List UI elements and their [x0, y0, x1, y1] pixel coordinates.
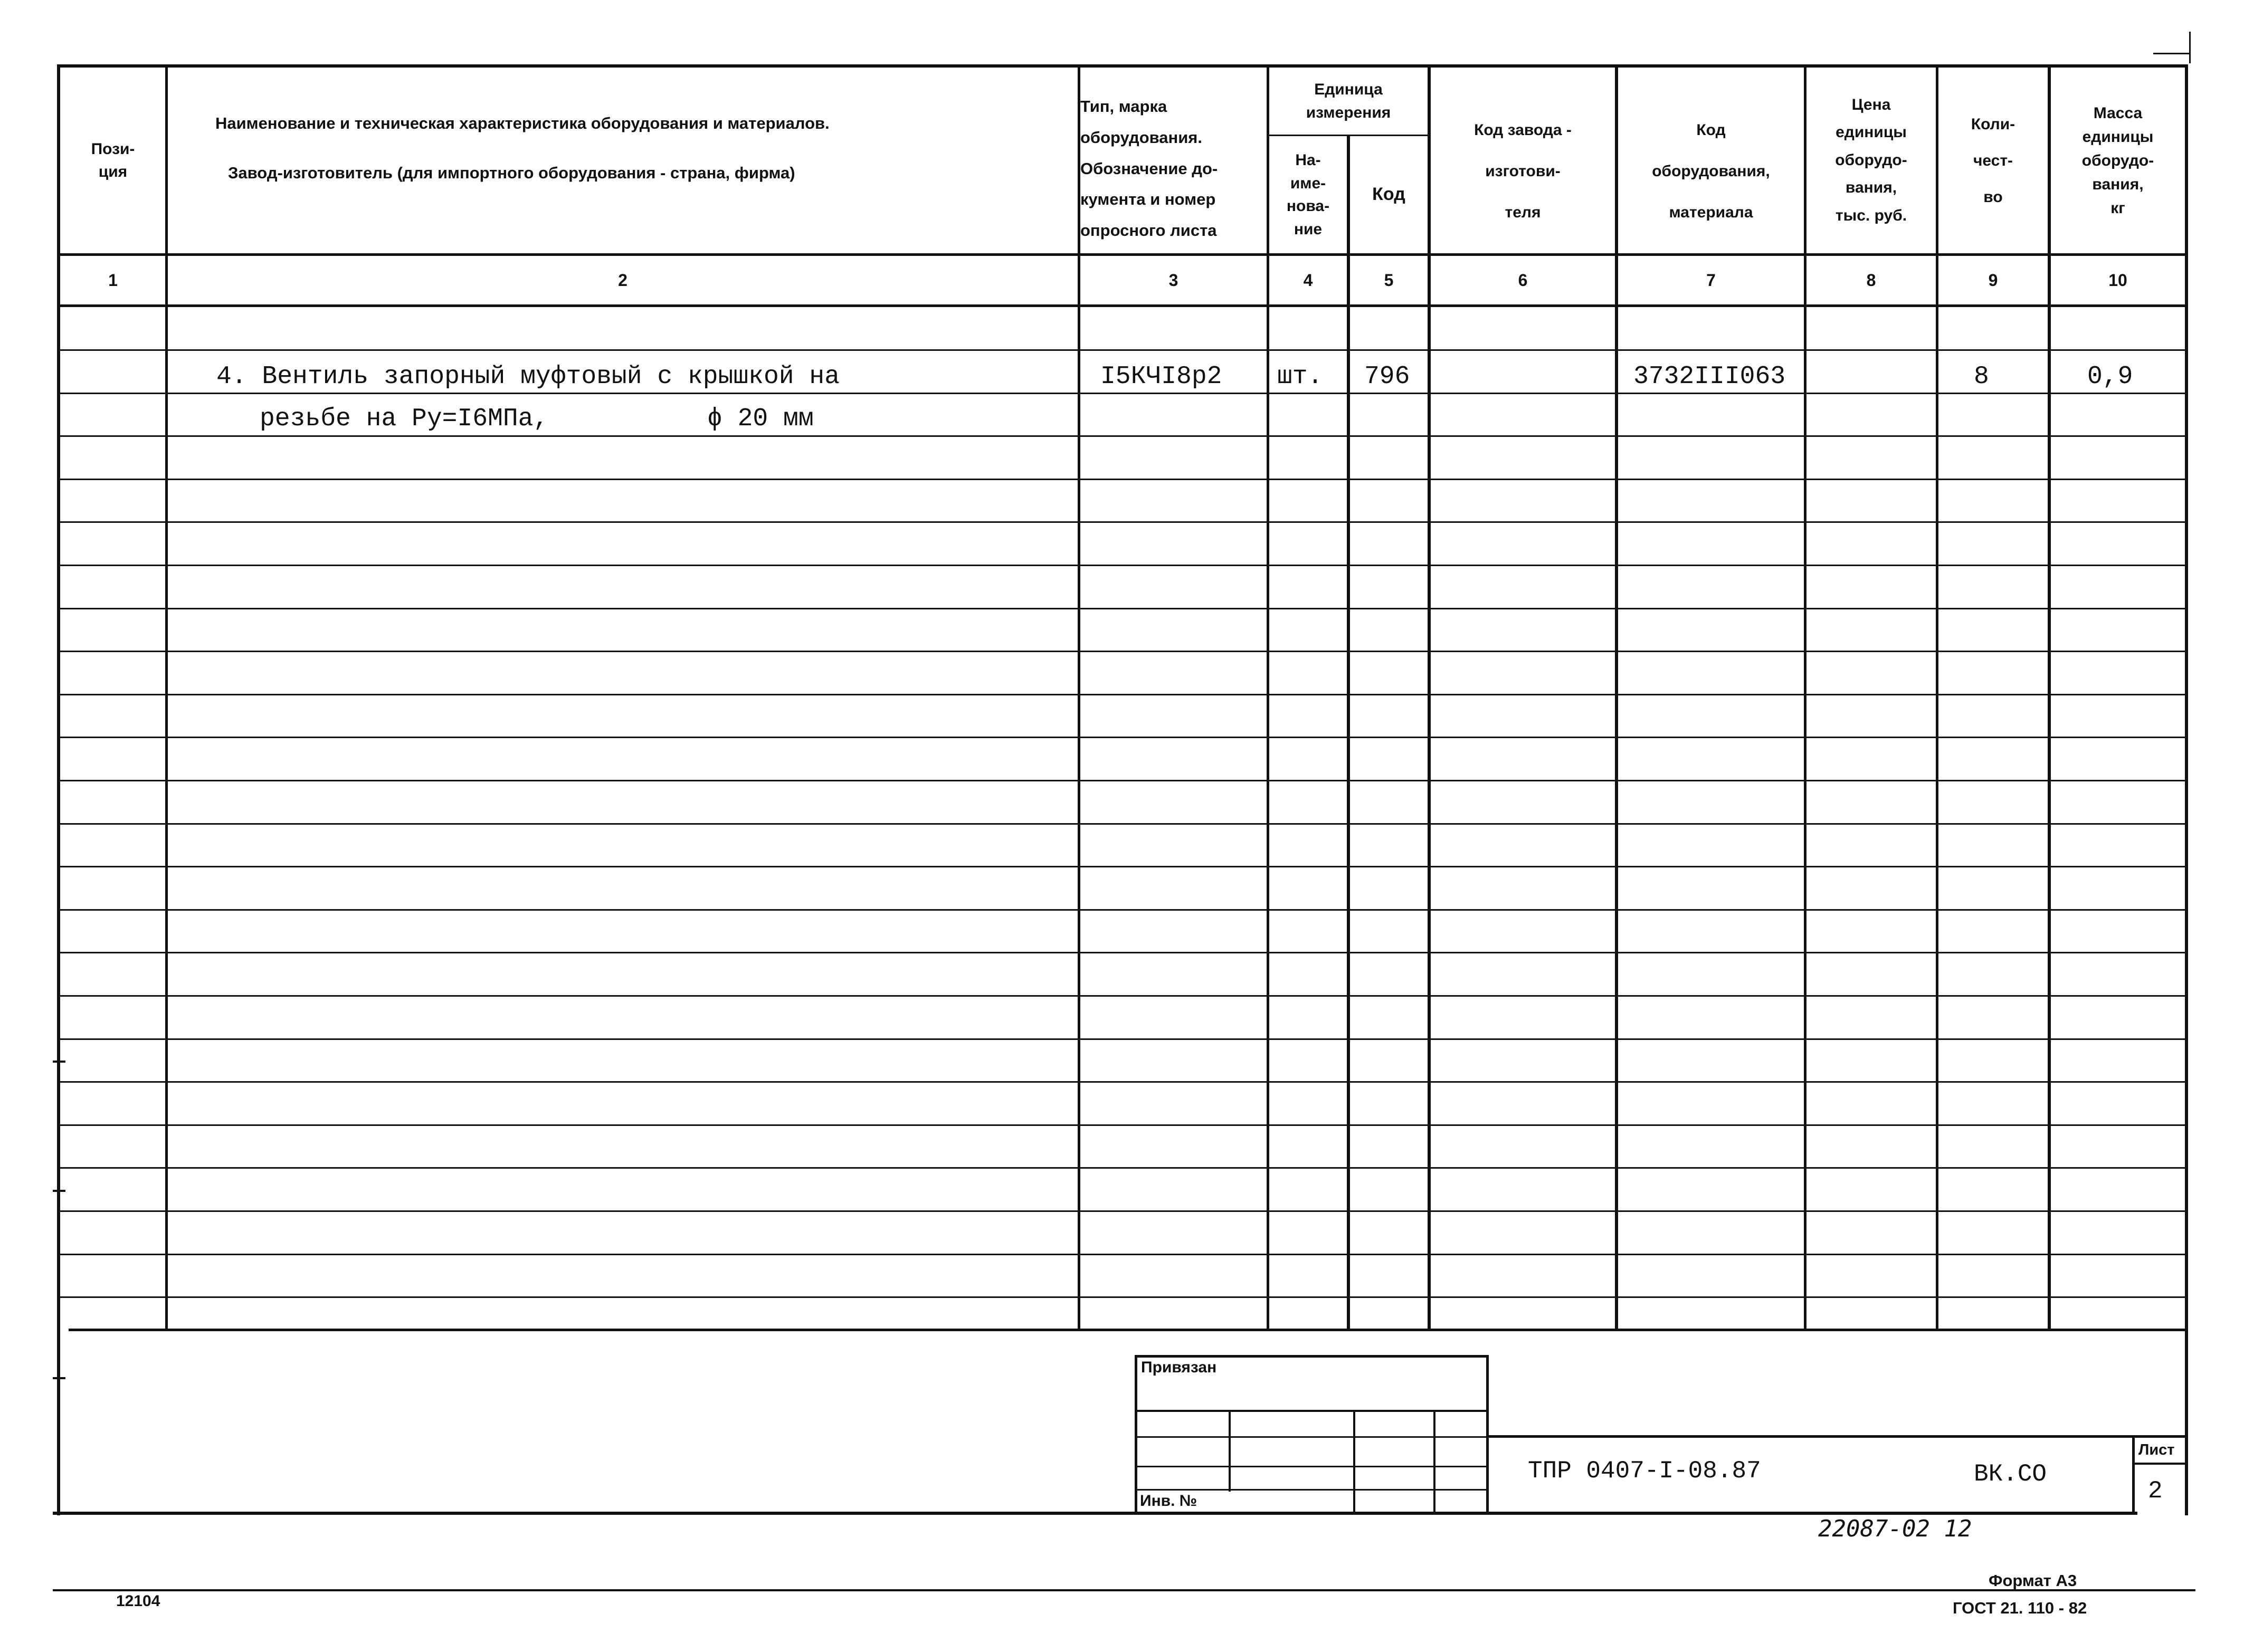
item-material-code: 3732III063: [1633, 362, 1786, 391]
table-body-bottom-line: [69, 1329, 2138, 1331]
table-row-line: [60, 565, 2185, 566]
table-row-line: [60, 651, 2185, 652]
item-unit: шт.: [1277, 362, 1323, 391]
corner-mark: [2153, 53, 2190, 54]
table-body-bottom-right: [2137, 1329, 2188, 1331]
table-row-line: [60, 866, 2185, 867]
table-row-line: [60, 479, 2185, 480]
col1-right-line: [165, 64, 168, 1331]
footer-gost: ГОСТ 21. 110 - 82: [1953, 1599, 2087, 1617]
header-name-line1: Наименование и техническая характеристика оборудования и материалов.: [215, 114, 830, 132]
table-row-line: [60, 909, 2185, 911]
item-name-line2: резьбе на Ру=I6МПа,: [260, 405, 549, 433]
column-number-7: 7: [1706, 270, 1716, 290]
sheet-bottom-border: [53, 1512, 2137, 1515]
col2-right-line: [1078, 64, 1080, 1331]
stamp-document-code: ТПР 0407-I-08.87: [1528, 1457, 1761, 1485]
column-number-3: 3: [1168, 270, 1178, 290]
header-unit-code: Код: [1372, 184, 1405, 205]
column-number-4: 4: [1303, 270, 1313, 290]
table-row-line: [60, 1254, 2185, 1255]
table-right-border: [2185, 64, 2188, 1515]
col9-right-line: [2048, 64, 2051, 1331]
col6-right-line: [1615, 64, 1618, 1331]
margin-tick: [53, 1377, 65, 1379]
header-type: Тип, марка оборудования. Обозначение до- кумента и номер опросного листа: [1080, 97, 1218, 240]
table-row-line: [60, 737, 2185, 738]
table-row-line: [60, 349, 2185, 351]
footer-left-number: 12104: [116, 1592, 160, 1610]
stamp-inv-label: Инв. №: [1140, 1492, 1197, 1510]
table-row-line: [60, 1124, 2185, 1126]
table-row-line: [60, 952, 2185, 953]
stamp-section-code: ВК.СО: [1974, 1460, 2047, 1488]
stamp-linked-label: Привязан: [1141, 1359, 1217, 1376]
header-name-line2: Завод-изготовитель (для импортного оборудования - страна, фирма): [228, 164, 795, 182]
item-quantity: 8: [1974, 362, 1989, 391]
table-row-line: [60, 1167, 2185, 1169]
column-number-9: 9: [1988, 270, 1998, 290]
table-row-line: [60, 435, 2185, 437]
corner-mark: [2189, 32, 2191, 63]
col4-right-line: [1347, 135, 1350, 1331]
header-material-code: Код оборудования, материала: [1652, 121, 1770, 221]
header-quantity: Коли- чест- во: [1971, 115, 2015, 206]
table-row-line: [60, 1038, 2185, 1040]
item-name-line1: 4. Вентиль запорный муфтовый с крышкой на: [216, 362, 840, 391]
stamp-sheet-label: Лист: [2138, 1441, 2175, 1458]
table-row-line: [60, 1296, 2185, 1298]
column-number-1: 1: [108, 270, 118, 290]
col5-right-line: [1428, 64, 1431, 1331]
header-manufacturer-code: Код завода - изготови- теля: [1474, 121, 1572, 221]
item-mass: 0,9: [2087, 362, 2133, 391]
header-unit-group: Единица измерения: [1306, 81, 1391, 121]
margin-tick: [53, 1061, 65, 1063]
table-row-line: [60, 393, 2185, 394]
header-mass: Масса единицы оборудо- вания, кг: [2081, 104, 2154, 217]
table-row-line: [60, 995, 2185, 997]
column-number-6: 6: [1518, 270, 1528, 290]
col7-right-line: [1804, 64, 1806, 1331]
table-row-line: [60, 780, 2185, 781]
column-number-8: 8: [1866, 270, 1876, 290]
header-position: Пози- ция: [91, 140, 135, 180]
column-number-5: 5: [1384, 270, 1394, 290]
column-numbers-bottom-line: [57, 304, 2139, 307]
table-row-line: [60, 521, 2185, 523]
table-row-line: [60, 608, 2185, 609]
col8-right-line: [1936, 64, 1938, 1331]
item-name-diameter: ϕ 20 мм: [707, 405, 814, 433]
header-unit-name: На- име- нова- ние: [1286, 151, 1330, 238]
column-number-2: 2: [618, 270, 627, 290]
column-number-10: 10: [2108, 270, 2127, 290]
table-row-line: [60, 1210, 2185, 1212]
item-unit-code: 796: [1364, 362, 1410, 391]
footer-format: Формат А3: [1989, 1571, 2077, 1590]
stamp-sheet-number: 2: [2148, 1477, 2163, 1505]
table-row-line: [60, 823, 2185, 825]
table-row-line: [60, 694, 2185, 695]
table-row-line: [60, 1081, 2185, 1083]
col3-right-line: [1267, 64, 1269, 1331]
stamp-handwritten-number: 22087-02 12: [1818, 1515, 1972, 1542]
header-price: Цена единицы оборудо- вания, тыс. руб.: [1835, 96, 1907, 224]
item-type: I5КЧI8р2: [1100, 362, 1222, 391]
colnum-bottom-right: [2137, 304, 2188, 307]
margin-tick: [53, 1190, 65, 1192]
footer-line: [53, 1589, 2195, 1591]
